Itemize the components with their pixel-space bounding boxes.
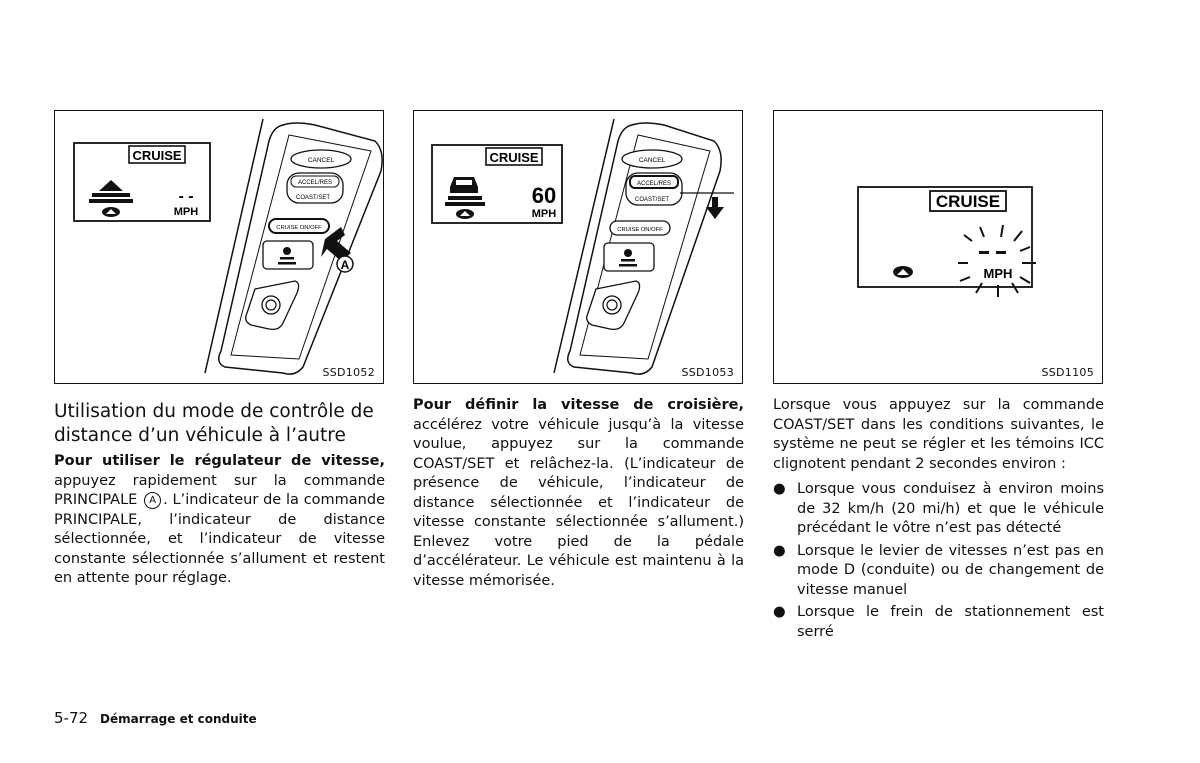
- svg-text:A: A: [340, 258, 350, 272]
- paragraph-text: appuyez rapidement sur la commande PRINCIPALE: [54, 472, 385, 508]
- figure-code: SSD1052: [322, 366, 375, 379]
- bullet-icon: ●: [773, 542, 786, 559]
- display-label: CRUISE: [935, 192, 1001, 211]
- display-label: CRUISE: [132, 148, 182, 163]
- cruise-on-off-button: [269, 219, 329, 233]
- svg-text:CRUISE ON/OFF: CRUISE ON/OFF: [617, 227, 663, 233]
- cancel-button: [291, 150, 351, 168]
- figure-code: SSD1105: [1041, 366, 1094, 379]
- section-heading: Utilisation du mode de contrôle de distance d’un véhicule à l’autre: [54, 401, 374, 446]
- figure-code: SSD1053: [681, 366, 734, 379]
- page-footer: [54, 709, 257, 727]
- paragraph: Lorsque vous appuyez sur la commande COAST/SET dans les conditions suivantes, le système ne peut se régler et les témoins ICC clignotent pendant 2 secondes environ :: [773, 397, 1104, 472]
- svg-text:COAST/SET: COAST/SET: [634, 197, 670, 203]
- paragraph-text: accélérez votre véhicule jusqu’à la vitesse voulue, appuyez sur la commande COAST/SET et relâchez-la. (L’indicateur de présence de véhicule, l’indicateur de distance sélectionnée et l’indicateur de vitesse constante sélectionnée s’allument.) Enlevez votre pied de la pédale d’accélérateur. Le véhicule est maintenu à la vitesse mémorisée.: [413, 416, 744, 589]
- cruise-on-off-button: [610, 221, 670, 235]
- cruise-switch-illustration: [414, 111, 744, 385]
- callout-a: [337, 256, 353, 272]
- column-1: [54, 396, 385, 589]
- distance-button-icon: [604, 243, 654, 271]
- accel-coast-button: [626, 173, 682, 205]
- figure-ssd1052: [54, 110, 384, 384]
- paragraph-text: . L’indicateur de la commande PRINCIPALE, l’indicateur de distance sélectionnée, et l’indicateur de vitesse constante sélectionnée s’allument et restent en attente pour réglage.: [54, 492, 385, 586]
- list-item: ● Lorsque le levier de vitesses n’est pas en mode D (conduite) ou de changement de vitesse manuel: [773, 542, 1104, 598]
- bullet-list: [773, 480, 1104, 642]
- column-2: [413, 396, 744, 591]
- figure-ssd1053: [413, 110, 743, 384]
- svg-text:CANCEL: CANCEL: [638, 157, 666, 164]
- list-item: ● Lorsque vous conduisez à environ moins de 32 km/h (20 mi/h) et que le véhicule précédant le vôtre n’est pas détecté: [773, 481, 1104, 536]
- speed-unit: MPH: [531, 208, 557, 220]
- speed-unit: MPH: [173, 206, 199, 218]
- svg-text:CRUISE ON/OFF: CRUISE ON/OFF: [276, 225, 322, 231]
- cancel-button: [622, 150, 682, 168]
- bullet-icon: ●: [773, 481, 786, 497]
- paragraph-lead: Pour utiliser le régulateur de vitesse,: [54, 453, 385, 469]
- display-label: CRUISE: [489, 150, 539, 165]
- column-3: [773, 396, 1104, 645]
- setting-indicator-icon: [893, 266, 913, 278]
- list-item: ● Lorsque le frein de stationnement est serré: [773, 604, 1104, 640]
- paragraph-lead: Pour définir la vitesse de croisière,: [413, 397, 744, 413]
- figure-ssd1105: [773, 110, 1103, 384]
- speed-unit: MPH: [983, 266, 1013, 281]
- cruise-display-illustration: [774, 111, 1104, 385]
- paragraph: [54, 452, 385, 589]
- svg-text:CANCEL: CANCEL: [307, 157, 335, 164]
- svg-text:ACCEL/RES: ACCEL/RES: [297, 180, 333, 186]
- speed-readout: 60: [531, 183, 557, 208]
- paragraph: [413, 396, 744, 591]
- accel-coast-button: [287, 173, 343, 203]
- cruise-switch-illustration: [55, 111, 385, 385]
- callout-a-symbol: A: [144, 492, 161, 509]
- page-number: 5-72: [54, 709, 89, 727]
- distance-button-icon: [263, 241, 313, 269]
- svg-text:ACCEL/RES: ACCEL/RES: [636, 181, 672, 187]
- bullet-icon: ●: [773, 604, 786, 620]
- svg-text:COAST/SET: COAST/SET: [295, 195, 331, 201]
- speed-readout: - -: [178, 188, 194, 205]
- section-title: Démarrage et conduite: [100, 712, 257, 726]
